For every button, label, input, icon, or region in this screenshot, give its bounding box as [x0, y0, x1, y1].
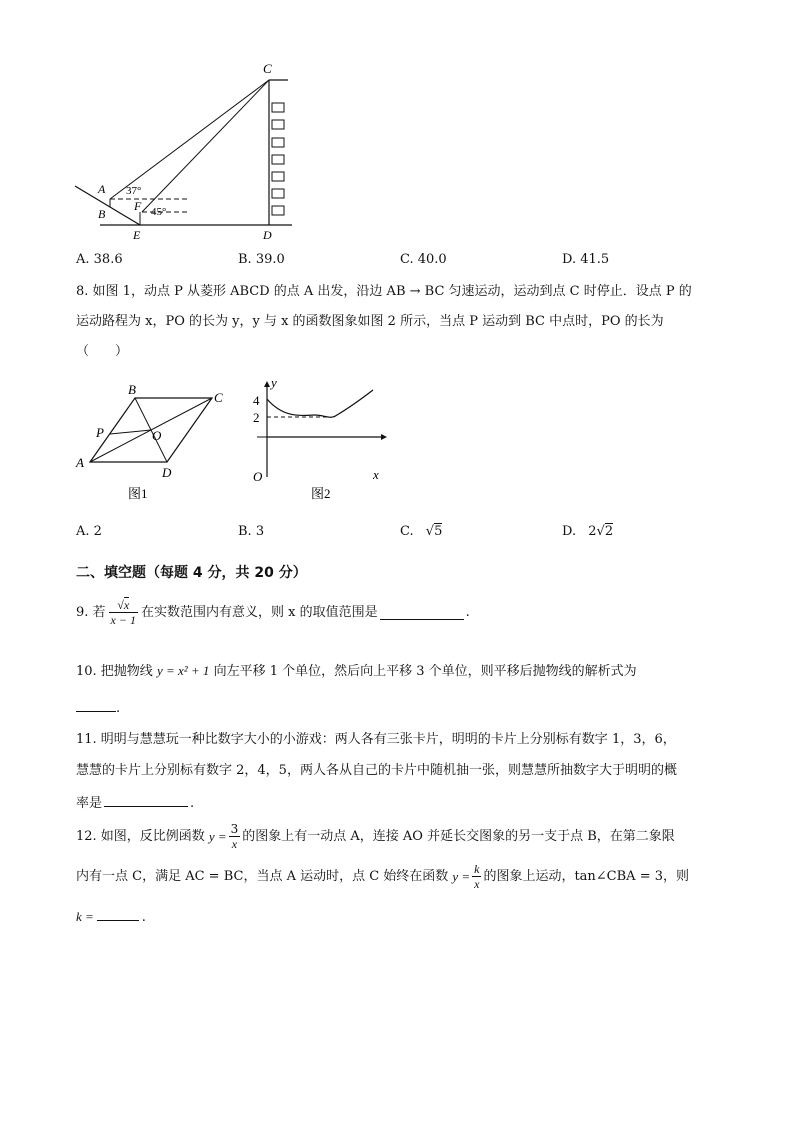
q9-answer-blank[interactable] [380, 605, 464, 620]
fig1-label-p: P [96, 425, 104, 440]
q10-line-2: . [76, 697, 120, 718]
q7-angle-45: 45° [151, 206, 167, 218]
q10-line-1: 10. 把抛物线 y = x² + 1 向左平移 1 个单位，然后向上平移 3 个单位，则平移后抛物线的解析式为 [76, 663, 637, 679]
q7-label-d: D [263, 228, 272, 242]
q7-option-b: B. 39.0 [238, 252, 285, 267]
q7-angle-37: 37° [126, 185, 142, 197]
q7-option-c: C. 40.0 [400, 252, 447, 267]
q8-option-d: D. 2√2 [562, 524, 614, 539]
fig1-label-d: D [162, 465, 172, 480]
fig2-tick-4: 4 [253, 393, 260, 408]
q9-prefix: 9. 若 [76, 604, 106, 620]
fig2-caption: 图2 [311, 486, 331, 501]
q7-label-e: E [133, 228, 141, 242]
q7-label-a: A [98, 182, 106, 196]
fig2-label-x: x [373, 467, 379, 482]
q8-option-c: C. √5 [400, 524, 443, 539]
fig1-caption: 图1 [128, 486, 148, 501]
q12-answer-blank[interactable] [97, 906, 139, 921]
fig2-label-y: y [271, 375, 277, 390]
q7-label-b: B [98, 207, 106, 221]
q11-line-1: 11. 明明与慧慧玩一种比数字大小的小游戏：两人各有三张卡片，明明的卡片上分别标有数字 1，3，6， [76, 732, 676, 747]
fig1-label-a: A [76, 455, 84, 470]
q7-option-a: A. 38.6 [76, 252, 123, 267]
fig2-axis-overlay [245, 375, 395, 503]
q8-line-3: （ ） [76, 344, 129, 359]
q11-line-3: 率是 . [76, 792, 194, 813]
q9-fraction: $\frac{√x}{x - 1}$ [110, 598, 136, 627]
q8-option-b: B. 3 [238, 524, 265, 539]
q12-line-3: k = . [76, 906, 146, 927]
q11-line-2: 慧慧的卡片上分别标有数字 2，4，5，两人各从自己的卡片中随机抽一张，则慧慧所抽数字大于明明的概 [76, 763, 677, 778]
q9: 9. 若 $\frac{√x}{x - 1}$ 在实数范围内有意义，则 x 的取值范围是 . [76, 598, 470, 627]
fig1-label-c: C [214, 390, 223, 405]
q12-line-1: 12. 如图，反比例函数 y = $\frac{3}{x}$ 的图象上有一动点 A，连接 AO 并延长交图象的另一支于点 B，在第二象限 [76, 822, 675, 851]
q12-line-2: 内有一点 C，满足 AC = BC，当点 A 运动时，点 C 始终在函数 y = $\frac{k}{x}$ 的图象上运动，tan∠CBA = 3，则 [76, 862, 689, 891]
q8-line-1: 8. 如图 1，动点 P 从菱形 ABCD 的点 A 出发，沿边 AB → BC 匀速运动，运动到点 C 时停止．设点 P 的 [76, 284, 692, 299]
fig1-label-b: B [128, 382, 136, 397]
q11-answer-blank[interactable] [104, 792, 188, 807]
q10-answer-blank[interactable] [76, 697, 116, 712]
section-2-title: 二、填空题（每题 4 分，共 20 分） [76, 565, 307, 581]
q7-option-d: D. 41.5 [562, 252, 610, 267]
q8-figure-1 [70, 382, 240, 502]
q8-option-a: A. 2 [76, 524, 102, 539]
fig2-label-o: O [253, 469, 263, 484]
q7-figure [70, 55, 310, 245]
q9-suffix: 在实数范围内有意义，则 x 的取值范围是 [140, 604, 378, 620]
q7-label-f: F [134, 199, 142, 213]
fig2-tick-2: 2 [253, 410, 260, 425]
q8-line-2: 运动路程为 x，PO 的长为 y，y 与 x 的函数图象如图 2 所示，当点 P 运动到 BC 中点时，PO 的长为 [76, 314, 664, 329]
q7-label-c: C [263, 61, 272, 76]
fig1-label-o: O [152, 428, 162, 443]
